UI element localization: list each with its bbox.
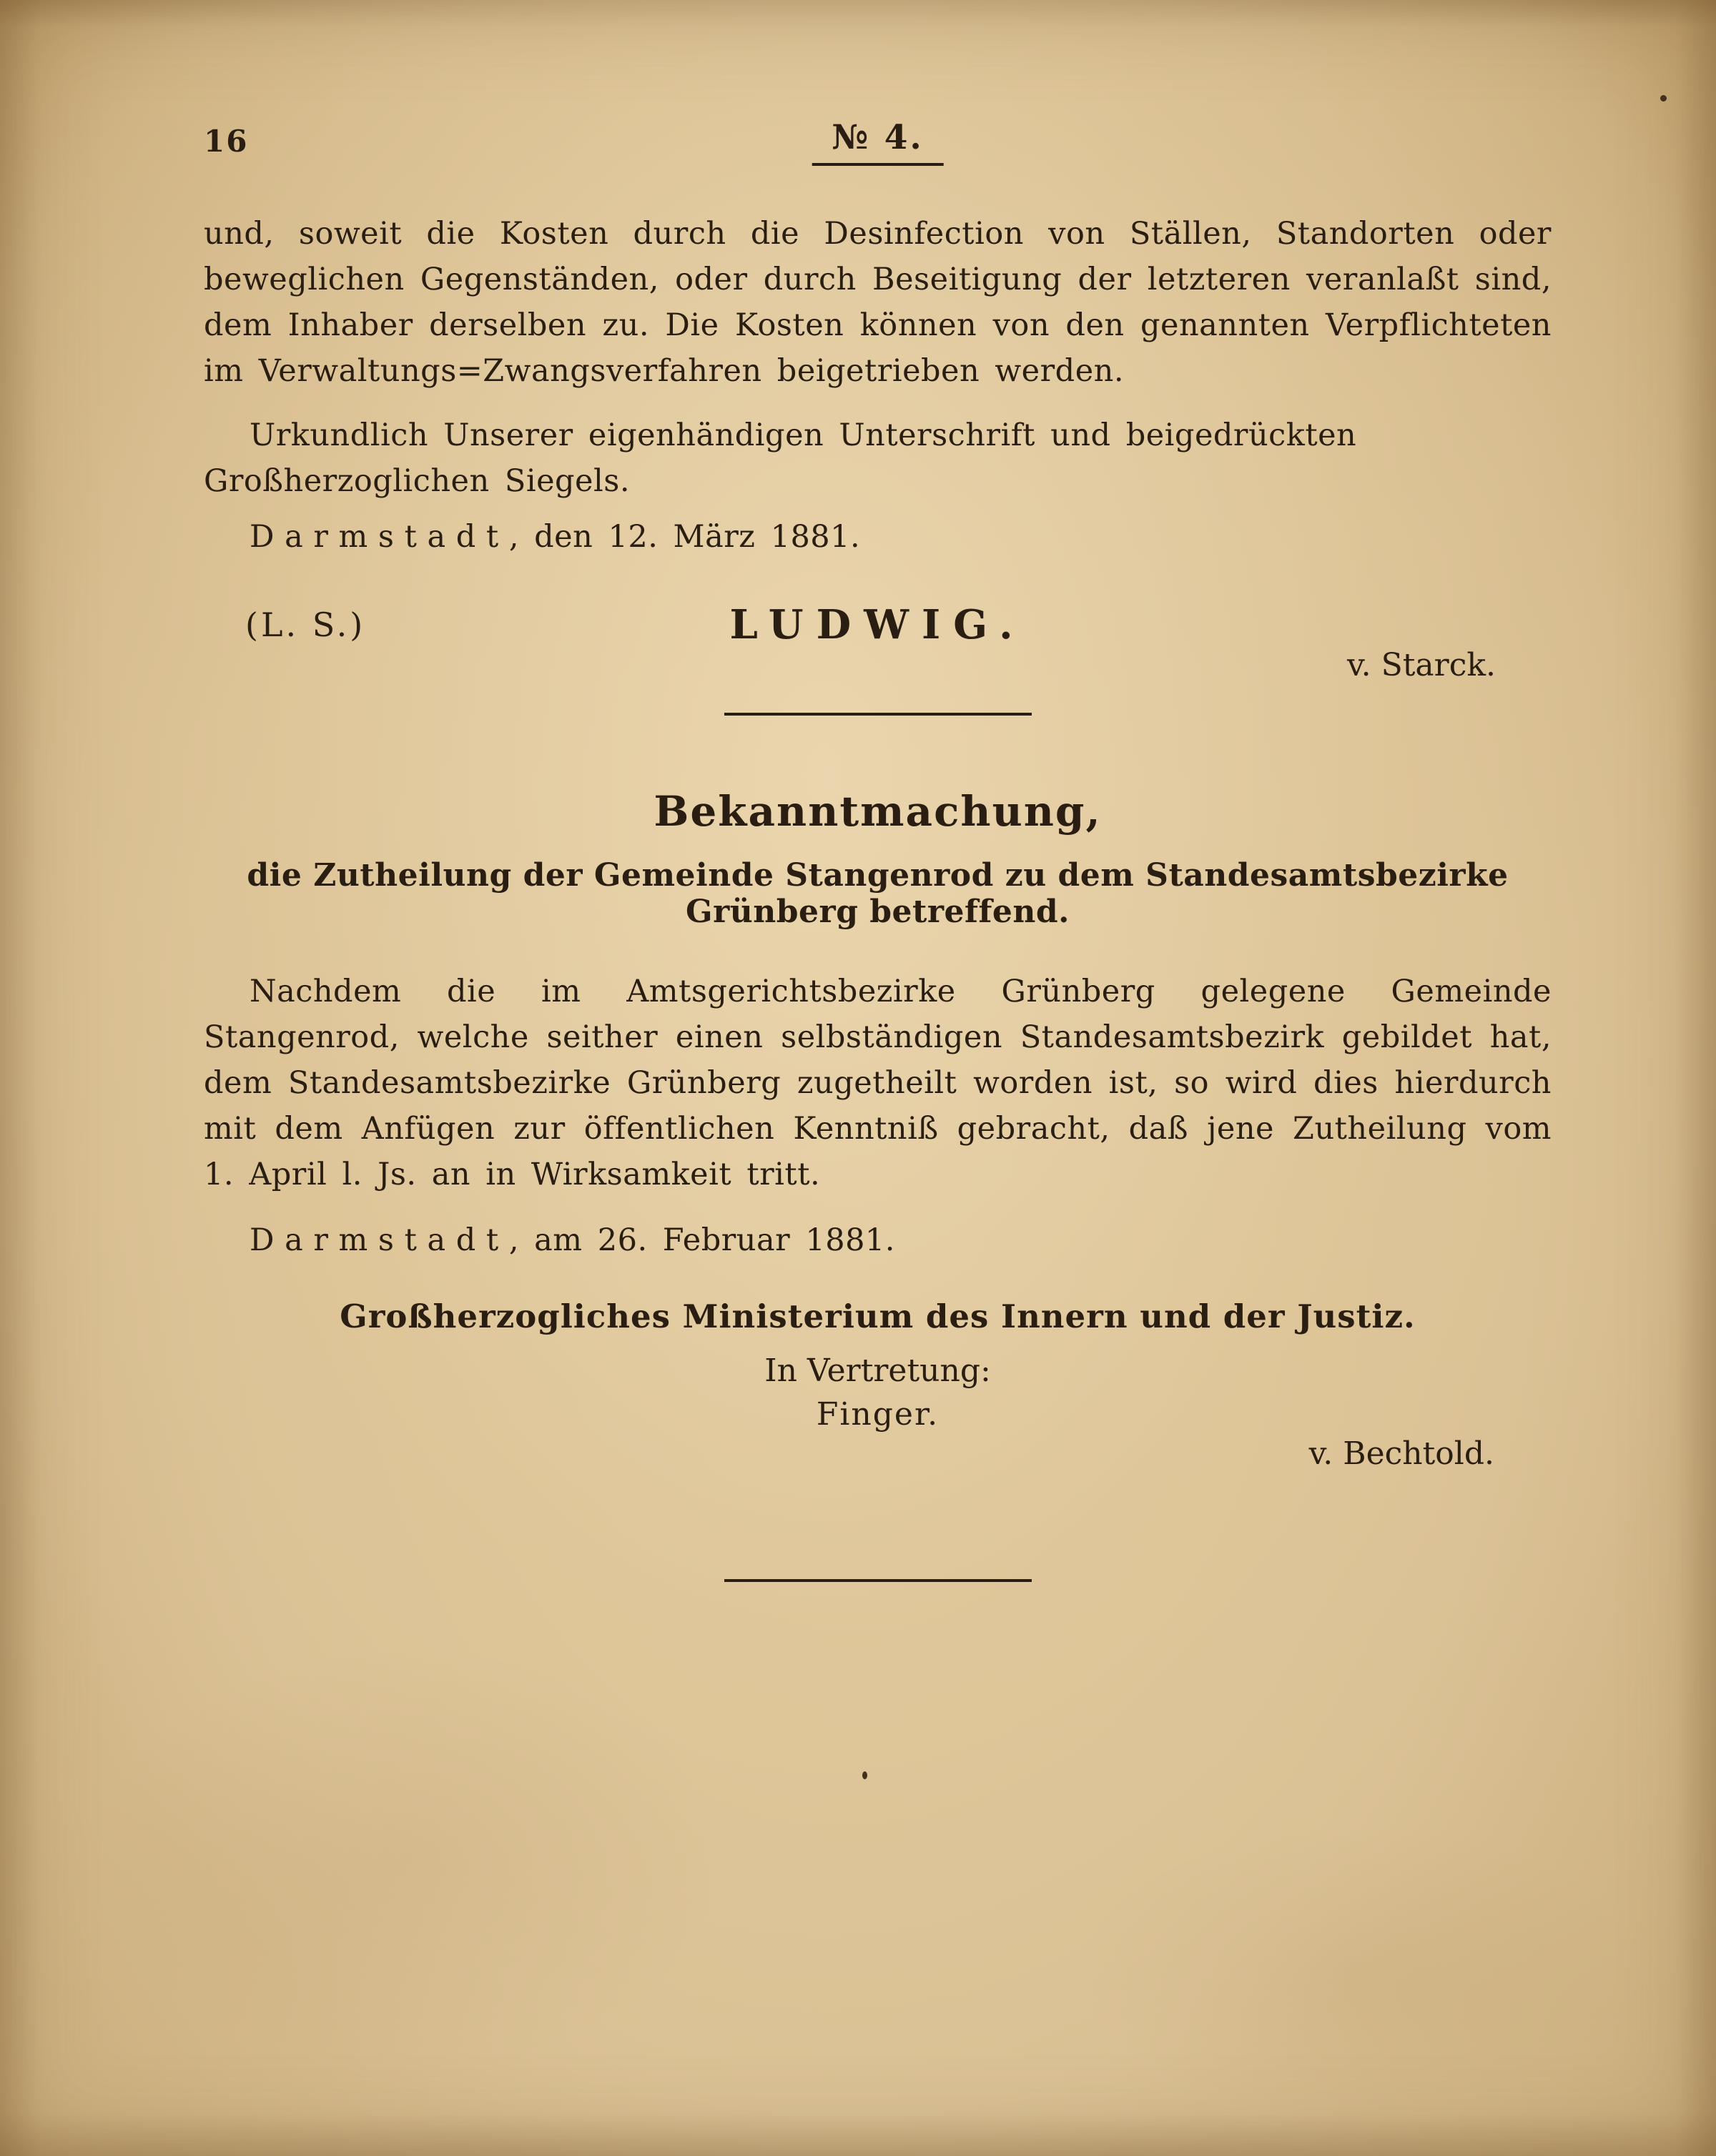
attestation-paragraph: Urkundlich Unserer eigenhändigen Unterschrift und beigedrückten Großherzoglichen Siegels. — [204, 417, 1357, 499]
signer-name: Finger. — [816, 1396, 940, 1433]
page-content — [204, 118, 1552, 1582]
dateline-date: , den 12. März 1881. — [508, 519, 861, 555]
announcement-subtitle: die Zutheilung der Gemeinde Stangenrod zu dem Standesamtsbezirke Grünberg betreffend. — [247, 857, 1509, 930]
ministry-line: Großherzogliches Ministerium des Innern und der Justiz. — [340, 1297, 1416, 1335]
royal-signature: LUDWIG. — [729, 601, 1026, 648]
ink-speck — [862, 1771, 867, 1779]
section-divider — [724, 1579, 1032, 1582]
dateline-date: , am 26. Februar 1881. — [508, 1222, 895, 1258]
decree-body-paragraph: und, soweit die Kosten durch die Desinfection von Ställen, Standorten oder beweglichen Gegenständen, oder durch Beseitigung der letzteren veranlaßt sind, dem Inhaber derselben zu. Die Kosten können von den genannten Verpflichteten im Verwaltungs=Zwangsverfahren beigetrieben werden. — [204, 216, 1552, 389]
countersignature-2: v. Bechtold. — [1308, 1435, 1494, 1472]
paper-stain — [86, 1644, 729, 2073]
signature-block — [204, 601, 1552, 696]
dateline-city: Darmstadt — [250, 519, 509, 555]
announcement-title: Bekanntmachung, — [654, 787, 1102, 836]
page-number: 16 — [204, 124, 249, 159]
deputy-line: In Vertretung: — [764, 1353, 991, 1389]
page-header — [204, 118, 1552, 177]
paper-stain — [1072, 1823, 1644, 2123]
countersignature: v. Starck. — [1347, 647, 1496, 683]
seal-mark: (L. S.) — [245, 605, 366, 644]
announcement-dateline — [204, 1217, 1552, 1263]
section-divider — [724, 713, 1032, 716]
issue-number-heading: № 4. — [812, 118, 944, 166]
ink-speck — [1660, 95, 1667, 102]
dateline-city: Darmstadt — [250, 1222, 509, 1258]
announcement-body-paragraph: Nachdem die im Amtsgerichtsbezirke Grünberg gelegene Gemeinde Stangenrod, welche seither einen selbständigen Standesamtsbezirk gebildet hat, dem Standesamtsbezirke Grünberg zugetheilt worden ist, so wird dies hierdurch mit dem Anfügen zur öffentlichen Kenntniß gebracht, daß jene Zutheilung vom 1. April l. Js. an in Wirksamkeit tritt. — [204, 974, 1552, 1192]
decree-dateline — [204, 514, 1552, 560]
